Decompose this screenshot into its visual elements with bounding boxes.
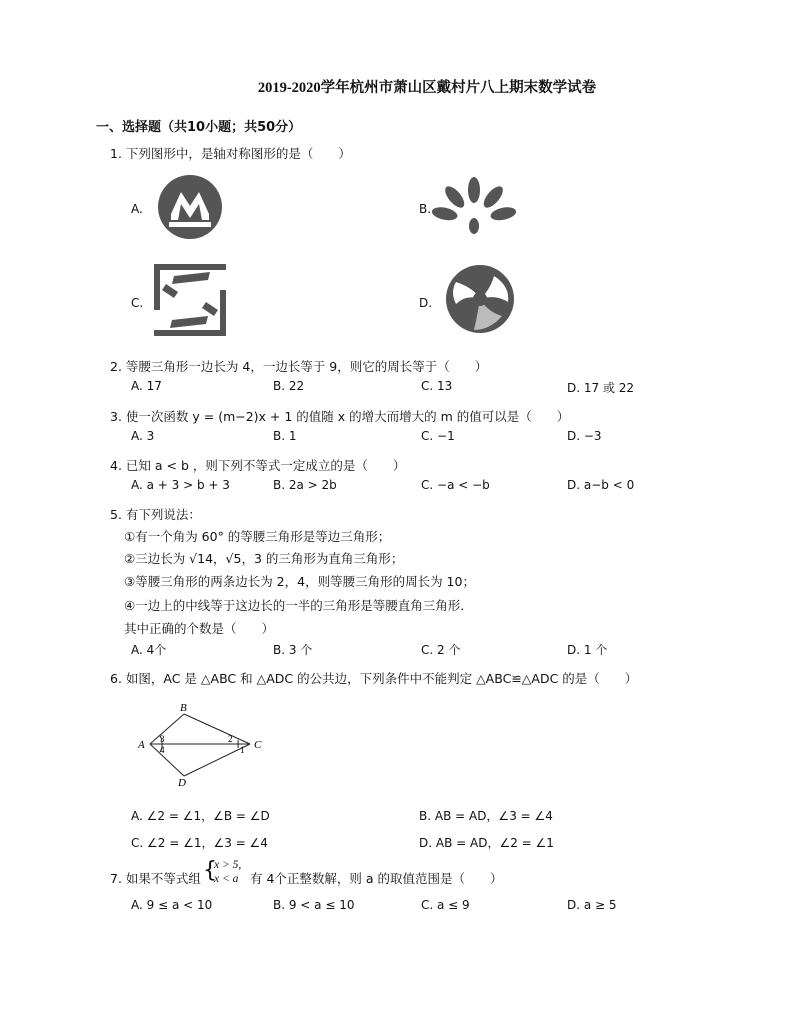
q3-option-d: D. −3 <box>567 429 602 443</box>
q6-option-b: B. AB = AD，∠3 = ∠4 <box>419 809 553 823</box>
pinwheel-square-icon <box>152 262 228 338</box>
q5-statement-3: ③等腰三角形的两条边长为 2，4，则等腰三角形的周长为 10； <box>124 574 475 589</box>
q5-option-c: C. 2 个 <box>421 643 461 657</box>
q7-option-c: C. a ≤ 9 <box>421 898 470 912</box>
fig-label-b: B <box>180 702 187 714</box>
swirl-logo-icon <box>444 264 516 334</box>
q4-option-d: D. a−b < 0 <box>567 478 635 492</box>
q5-question: 其中正确的个数是（ ） <box>124 621 275 636</box>
q1-stem: 1. 下列图形中，是轴对称图形的是（ ） <box>110 146 351 161</box>
q2-option-c: C. 13 <box>421 379 453 393</box>
q7-system-line-2: x < a <box>214 873 239 885</box>
q5-option-a: A. 4个 <box>131 643 167 657</box>
q4-option-b: B. 2a > 2b <box>273 478 337 492</box>
fig-label-d: D <box>178 777 186 789</box>
q4-option-c: C. −a < −b <box>421 478 490 492</box>
q7-stem-suffix: 有 4个正整数解，则 a 的取值范围是（ ） <box>250 871 503 886</box>
q4-option-a: A. a + 3 > b + 3 <box>131 478 230 492</box>
q2-option-d: D. 17 或 22 <box>567 381 635 395</box>
q3-option-c: C. −1 <box>421 429 455 443</box>
q7-option-a: A. 9 ≤ a < 10 <box>131 898 213 912</box>
q3-option-a: A. 3 <box>131 429 155 443</box>
q7-option-b: B. 9 < a ≤ 10 <box>273 898 355 912</box>
q1-option-d-label: D. <box>419 296 433 310</box>
q2-stem: 2. 等腰三角形一边长为 4，一边长等于 9，则它的周长等于（ ） <box>110 359 488 374</box>
q5-option-b: B. 3 个 <box>273 643 313 657</box>
fig-label-a: A <box>138 739 145 751</box>
q1-option-a-label: A. <box>131 202 143 216</box>
fig-angle-1: 1 <box>240 745 245 755</box>
q6-option-d: D. AB = AD，∠2 = ∠1 <box>419 836 554 850</box>
quadrilateral-figure <box>136 700 266 790</box>
q3-option-b: B. 1 <box>273 429 297 443</box>
q1-option-c-label: C. <box>131 296 144 310</box>
q3-stem: 3. 使一次函数 y = (m−2)x + 1 的值随 x 的增大而增大的 m 的值可以是（ ） <box>110 409 570 424</box>
q5-statement-2: ②三边长为 √14，√5，3 的三角形为直角三角形； <box>124 551 404 566</box>
q5-stem: 5. 有下列说法： <box>110 507 201 522</box>
exam-title: 2019-2020学年杭州市萧山区戴村片八上期末数学试卷 <box>257 80 597 96</box>
fig-label-c: C <box>254 739 262 751</box>
fig-angle-2: 2 <box>228 734 233 744</box>
q6-option-c: C. ∠2 = ∠1，∠3 = ∠4 <box>131 836 268 850</box>
section-heading: 一、选择题（共10小题；共50分） <box>96 120 302 135</box>
q2-option-a: A. 17 <box>131 379 162 393</box>
q7-system-line-1: x > 5, <box>214 859 242 871</box>
q1-option-b-label: B. <box>419 202 432 216</box>
q5-statement-1: ①有一个角为 60° 的等腰三角形是等边三角形； <box>124 529 391 544</box>
q4-stem: 4. 已知 a < b ，则下列不等式一定成立的是（ ） <box>110 458 406 473</box>
fig-angle-4: 4 <box>160 745 165 755</box>
metro-logo-icon <box>157 174 223 240</box>
petal-logo-icon <box>444 176 504 236</box>
q5-option-d: D. 1 个 <box>567 643 608 657</box>
fig-angle-3: 3 <box>160 734 165 744</box>
q6-stem: 6. 如图，AC 是 △ABC 和 △ADC 的公共边，下列条件中不能判定 △ABC≌△ADC 的是（ ） <box>110 671 638 686</box>
q7-option-d: D. a ≥ 5 <box>567 898 617 912</box>
q5-statement-4: ④一边上的中线等于这边长的一半的三角形是等腰直角三角形． <box>124 598 473 613</box>
q2-option-b: B. 22 <box>273 379 305 393</box>
q7-stem-prefix: 7. 如果不等式组 <box>110 871 201 886</box>
q6-option-a: A. ∠2 = ∠1，∠B = ∠D <box>131 809 270 823</box>
left-brace-icon: { <box>203 858 217 883</box>
